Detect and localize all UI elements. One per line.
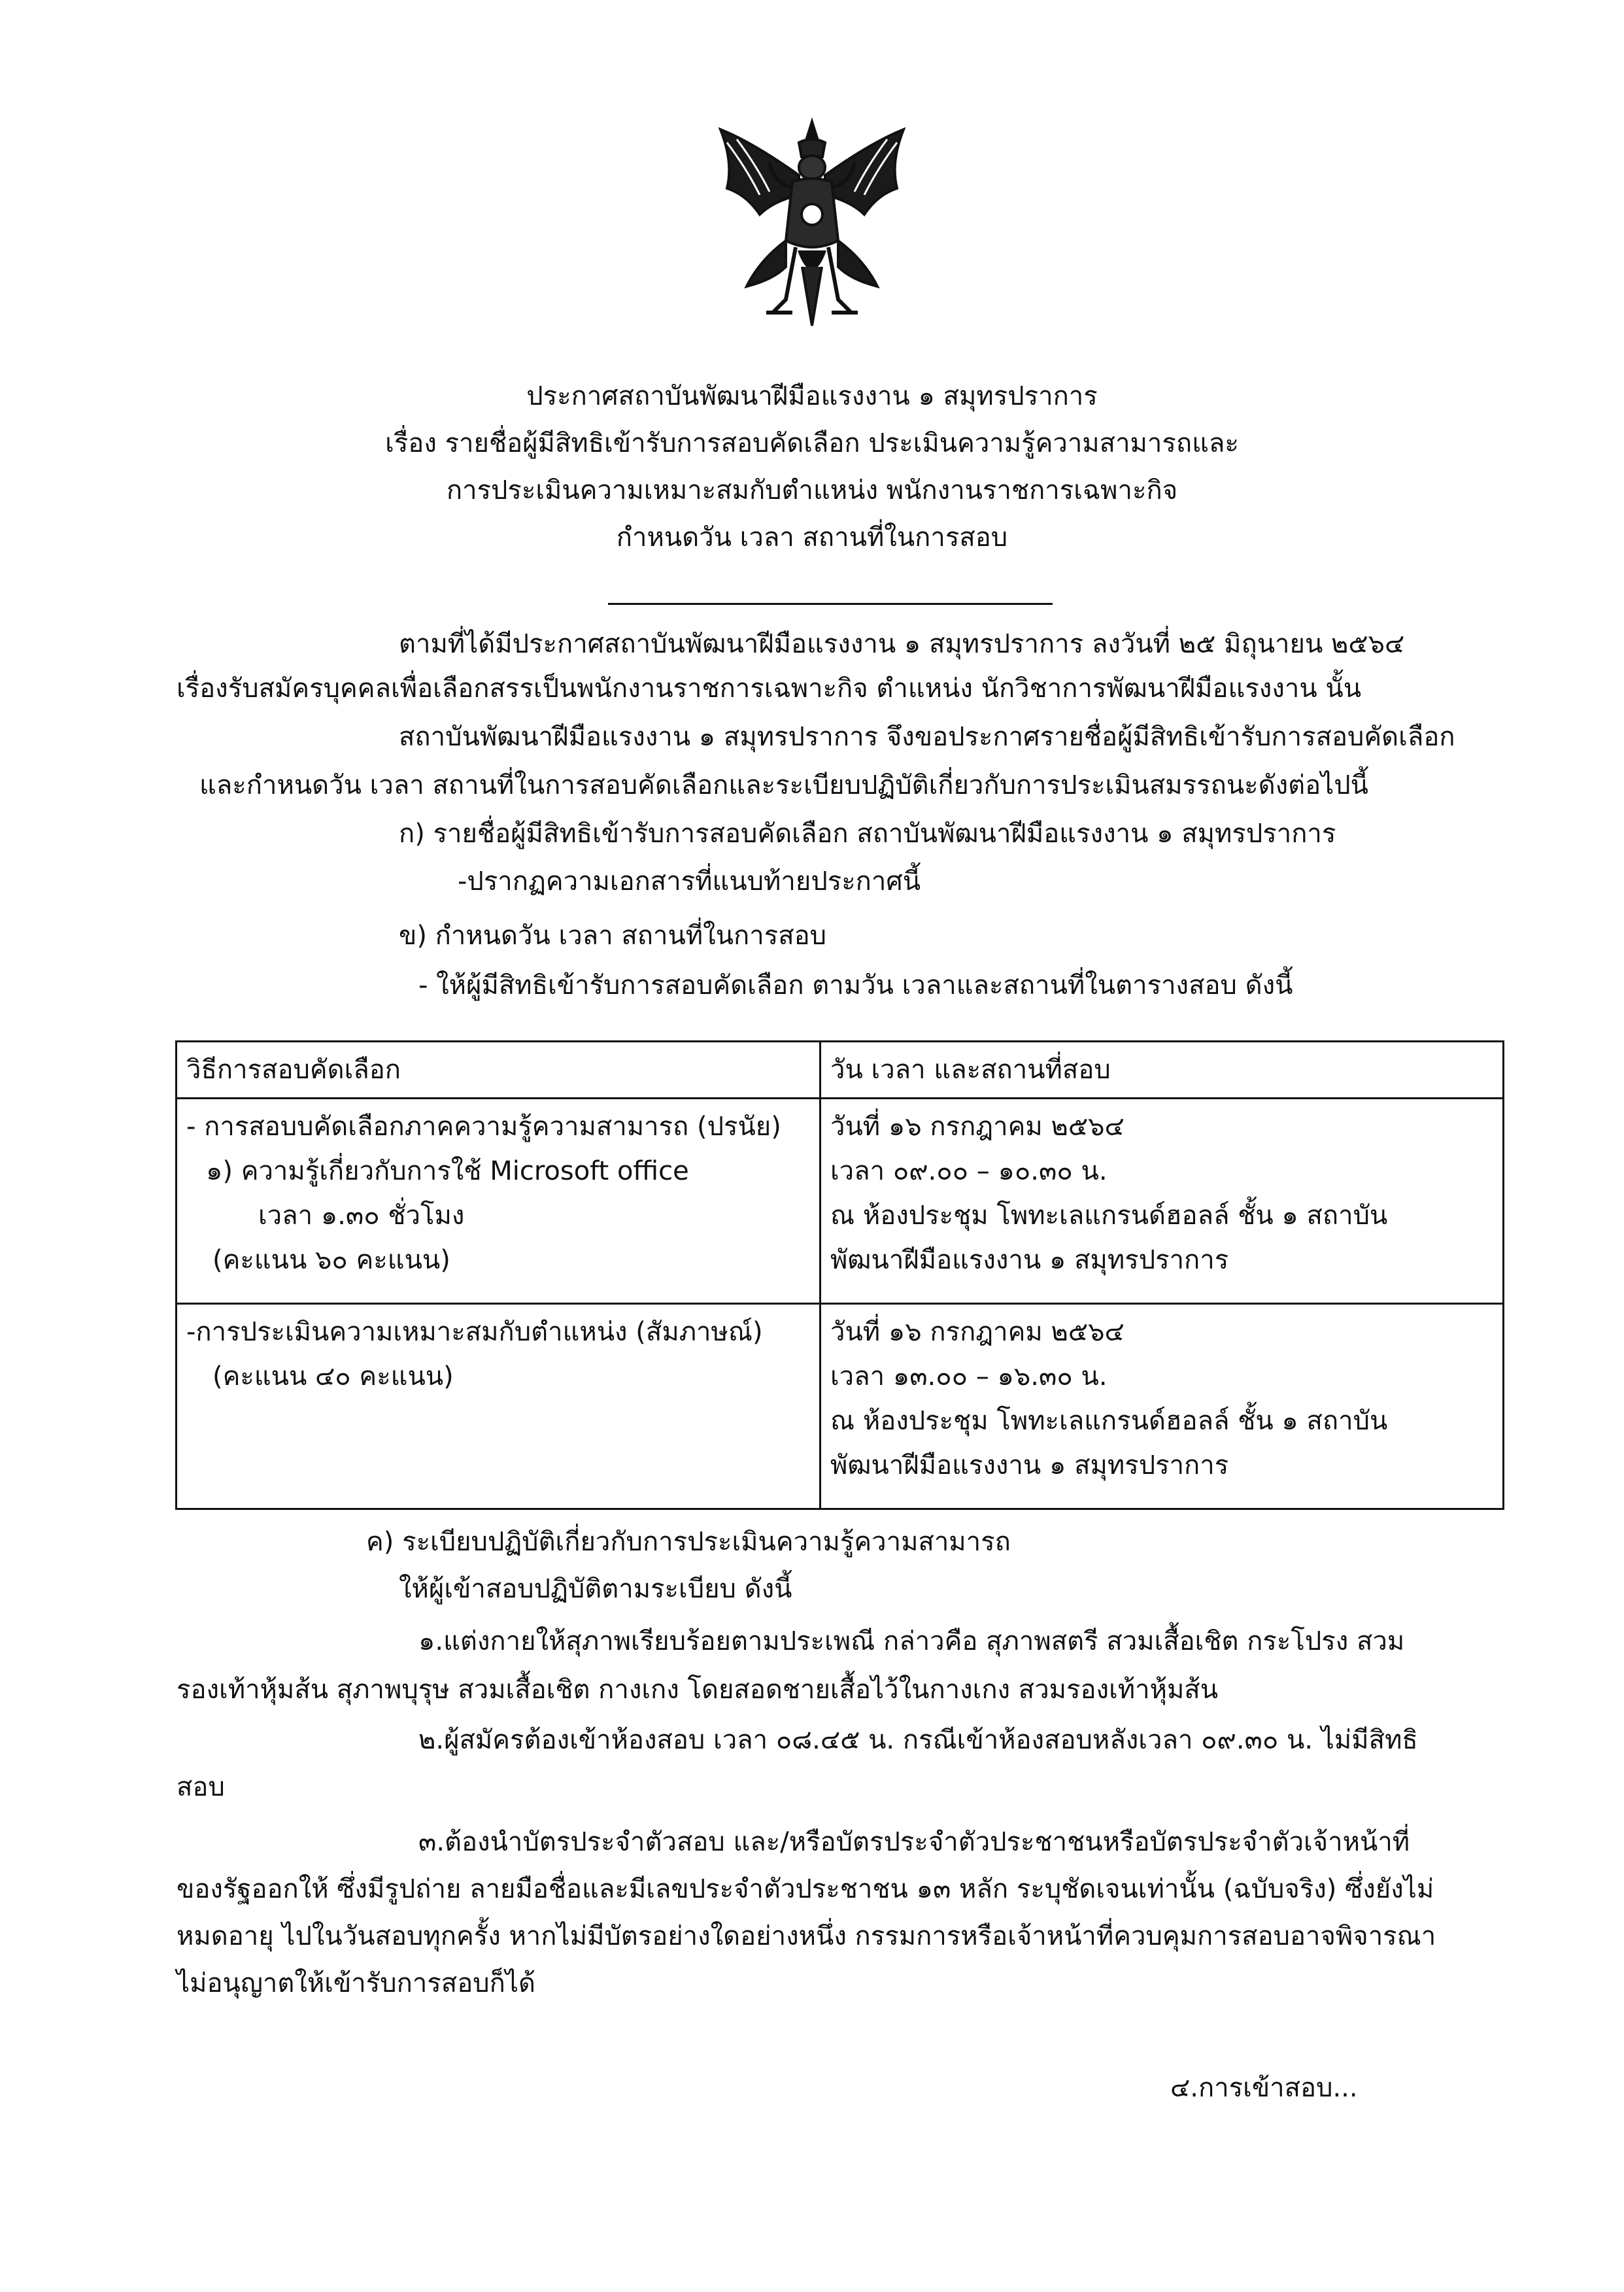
rule-3-line-2: ของรัฐออกให้ ซึ่งมีรูปถ่าย ลายมือชื่อและมีเลขประจำตัวประชาชน ๑๓ หลัก ระบุชัดเจนเท่านั้น (ฉบับจริง) ซึ่งยังไม่ xyxy=(177,1874,1434,1904)
rule-3-line-1: ๓.ต้องนำบัตรประจำตัวสอบ และ/หรือบัตรประจำตัวประชาชนหรือบัตรประจำตัวเจ้าหน้าที่ xyxy=(418,1827,1410,1857)
rule-3-line-3: หมดอายุ ไปในวันสอบทุกครั้ง หากไม่มีบัตรอย่างใดอย่างหนึ่ง กรรมการหรือเจ้าหน้าที่ควบคุมการสอบอาจพิจารณา xyxy=(177,1921,1436,1951)
table-cell-method: -การประเมินความเหมาะสมกับตำแหน่ง (สัมภาษณ์) (คะแนน ๔๐ คะแนน) xyxy=(177,1304,820,1509)
title-line-4: กำหนดวัน เวลา สถานที่ในการสอบ xyxy=(616,522,1008,553)
page-continuation: ๔.การเข้าสอบ... xyxy=(1170,2073,1358,2103)
section-c-heading: ค) ระเบียบปฏิบัติเกี่ยวกับการประเมินความรู้ความสามารถ xyxy=(366,1527,1011,1557)
table-cell-schedule: วันที่ ๑๖ กรกฎาคม ๒๕๖๔ เวลา ๐๙.๐๐ – ๑๐.๓๐ น. ณ ห้องประชุม โพทะเลแกรนด์ฮอลล์ ชั้น ๑ สถาบัน พัฒนาฝีมือแรงงาน ๑ สมุทรปราการ xyxy=(820,1099,1504,1304)
section-b-note: - ให้ผู้มีสิทธิเข้ารับการสอบคัดเลือก ตามวัน เวลาและสถานที่ในตารางสอบ ดังนี้ xyxy=(418,970,1293,1001)
section-a-heading: ก) รายชื่อผู้มีสิทธิเข้ารับการสอบคัดเลือก สถาบันพัฒนาฝีมือแรงงาน ๑ สมุทรปราการ xyxy=(399,819,1336,849)
table-row xyxy=(177,1304,1504,1509)
title-line-3: การประเมินความเหมาะสมกับตำแหน่ง พนักงานราชการเฉพาะกิจ xyxy=(446,475,1178,505)
intro-line-4: และกำหนดวัน เวลา สถานที่ในการสอบคัดเลือกและระเบียบปฏิบัติเกี่ยวกับการประเมินสมรรถนะดังต่อไปนี้ xyxy=(199,770,1369,800)
intro-line-1: ตามที่ได้มีประกาศสถาบันพัฒนาฝีมือแรงงาน ๑ สมุทรปราการ ลงวันที่ ๒๕ มิถุนายน ๒๕๖๔ xyxy=(399,629,1405,659)
rule-3-line-4: ไม่อนุญาตให้เข้ารับการสอบก็ได้ xyxy=(177,1968,535,1998)
table-header-method: วิธีการสอบคัดเลือก xyxy=(177,1042,820,1099)
rule-1-line-1: ๑.แต่งกายให้สุภาพเรียบร้อยตามประเพณี กล่าวคือ สุภาพสตรี สวมเสื้อเชิต กระโปรง สวม xyxy=(418,1626,1405,1656)
section-a-note: -ปรากฏความเอกสารที่แนบท้ายประกาศนี้ xyxy=(458,866,921,897)
intro-line-3: สถาบันพัฒนาฝีมือแรงงาน ๑ สมุทรปราการ จึงขอประกาศรายชื่อผู้มีสิทธิเข้ารับการสอบคัดเลือก xyxy=(399,722,1455,752)
title-line-1: ประกาศสถาบันพัฒนาฝีมือแรงงาน ๑ สมุทรปราการ xyxy=(526,381,1098,411)
title-divider xyxy=(608,603,1053,605)
intro-line-2: เรื่องรับสมัครบุคคลเพื่อเลือกสรรเป็นพนักงานราชการเฉพาะกิจ ตำแหน่ง นักวิชาการพัฒนาฝีมือแรงงาน นั้น xyxy=(177,674,1362,704)
title-line-2: เรื่อง รายชื่อผู้มีสิทธิเข้ารับการสอบคัดเลือก ประเมินความรู้ความสามารถและ xyxy=(385,428,1239,458)
table-cell-method: - การสอบบคัดเลือกภาคความรู้ความสามารถ (ปรนัย) ๑) ความรู้เกี่ยวกับการใช้ Microsoft office เวลา ๑.๓๐ ชั่วโมง (คะแนน ๖๐ คะแนน) xyxy=(177,1099,820,1304)
rule-2-line-1: ๒.ผู้สมัครต้องเข้าห้องสอบ เวลา ๐๘.๔๕ น. กรณีเข้าห้องสอบหลังเวลา ๐๙.๓๐ น. ไม่มีสิทธิ xyxy=(418,1725,1418,1755)
table-cell-schedule: วันที่ ๑๖ กรกฎาคม ๒๕๖๔ เวลา ๑๓.๐๐ – ๑๖.๓๐ น. ณ ห้องประชุม โพทะเลแกรนด์ฮอลล์ ชั้น ๑ สถาบัน พัฒนาฝีมือแรงงาน ๑ สมุทรปราการ xyxy=(820,1304,1504,1509)
table-header-schedule: วัน เวลา และสถานที่สอบ xyxy=(820,1042,1504,1099)
section-b-heading: ข) กำหนดวัน เวลา สถานที่ในการสอบ xyxy=(399,921,827,951)
table-header-row xyxy=(177,1042,1504,1099)
garuda-emblem-icon xyxy=(707,116,917,332)
rule-1-line-2: รองเท้าหุ้มส้น สุภาพบุรุษ สวมเสื้อเชิต กางเกง โดยสอดชายเสื้อไว้ในกางเกง สวมรองเท้าหุ้มส้น xyxy=(177,1675,1219,1705)
rule-2-line-2: สอบ xyxy=(177,1772,225,1802)
section-c-intro: ให้ผู้เข้าสอบปฏิบัติตามระเบียบ ดังนี้ xyxy=(399,1574,792,1604)
exam-schedule-table xyxy=(175,1040,1504,1510)
table-row xyxy=(177,1099,1504,1304)
